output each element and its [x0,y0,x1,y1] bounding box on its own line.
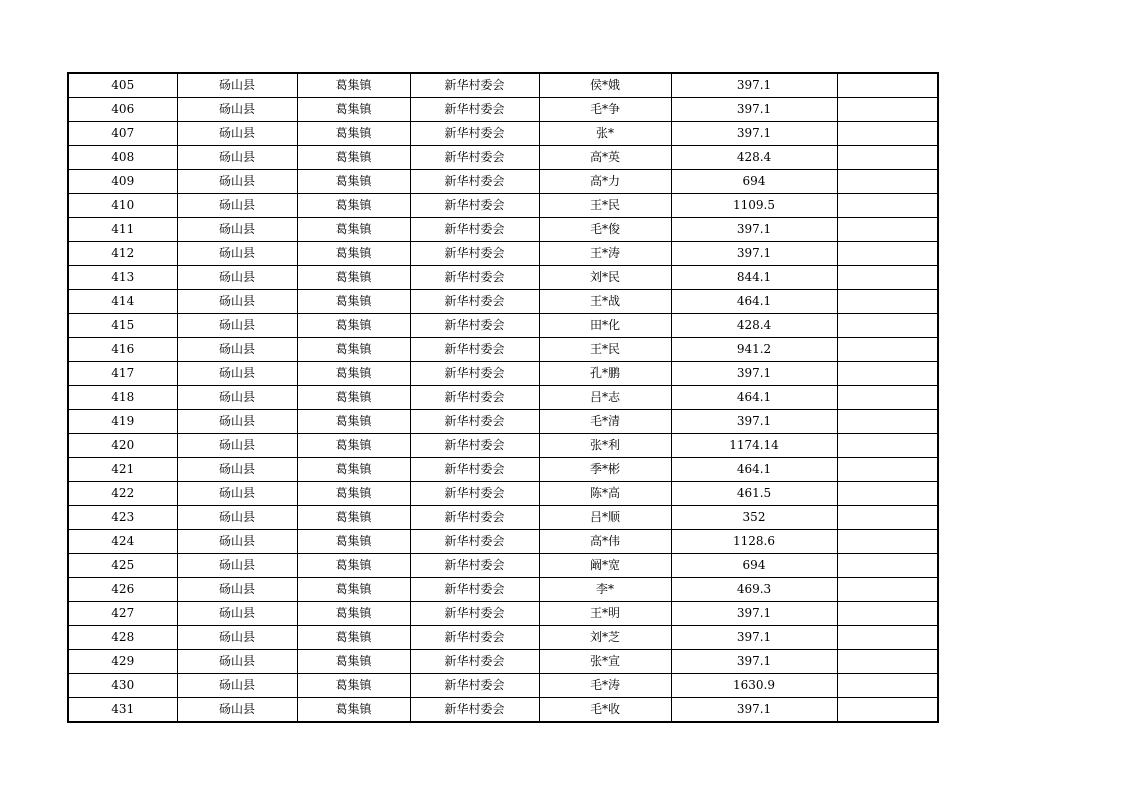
row-number-cell: 410 [68,194,177,218]
town-cell: 葛集镇 [297,506,410,530]
amount-cell: 397.1 [671,650,837,674]
county-cell: 砀山县 [177,506,297,530]
row-number-cell: 431 [68,698,177,723]
village-committee-cell: 新华村委会 [410,530,539,554]
name-cell: 高*伟 [539,530,671,554]
county-cell: 砀山县 [177,386,297,410]
amount-cell: 844.1 [671,266,837,290]
row-number-cell: 408 [68,146,177,170]
row-number-cell: 405 [68,73,177,98]
remark-cell [837,650,938,674]
village-committee-cell: 新华村委会 [410,674,539,698]
remark-cell [837,482,938,506]
table-row [68,218,938,242]
remark-cell [837,194,938,218]
remark-cell [837,434,938,458]
county-cell: 砀山县 [177,410,297,434]
amount-cell: 397.1 [671,602,837,626]
county-cell: 砀山县 [177,554,297,578]
table-row [68,122,938,146]
county-cell: 砀山县 [177,194,297,218]
town-cell: 葛集镇 [297,218,410,242]
county-cell: 砀山县 [177,242,297,266]
county-cell: 砀山县 [177,626,297,650]
remark-cell [837,458,938,482]
table-row [68,578,938,602]
county-cell: 砀山县 [177,218,297,242]
village-committee-cell: 新华村委会 [410,146,539,170]
town-cell: 葛集镇 [297,530,410,554]
town-cell: 葛集镇 [297,434,410,458]
remark-cell [837,266,938,290]
remark-cell [837,386,938,410]
row-number-cell: 426 [68,578,177,602]
county-cell: 砀山县 [177,674,297,698]
row-number-cell: 423 [68,506,177,530]
name-cell: 张*宣 [539,650,671,674]
county-cell: 砀山县 [177,314,297,338]
village-committee-cell: 新华村委会 [410,578,539,602]
table-row [68,602,938,626]
town-cell: 葛集镇 [297,98,410,122]
table-row [68,626,938,650]
amount-cell: 397.1 [671,218,837,242]
table-body [68,73,938,722]
village-committee-cell: 新华村委会 [410,242,539,266]
remark-cell [837,242,938,266]
amount-cell: 397.1 [671,410,837,434]
row-number-cell: 412 [68,242,177,266]
remark-cell [837,146,938,170]
remark-cell [837,170,938,194]
county-cell: 砀山县 [177,458,297,482]
remark-cell [837,506,938,530]
village-committee-cell: 新华村委会 [410,218,539,242]
town-cell: 葛集镇 [297,650,410,674]
amount-cell: 464.1 [671,290,837,314]
amount-cell: 469.3 [671,578,837,602]
town-cell: 葛集镇 [297,482,410,506]
amount-cell: 941.2 [671,338,837,362]
row-number-cell: 430 [68,674,177,698]
amount-cell: 428.4 [671,146,837,170]
row-number-cell: 422 [68,482,177,506]
amount-cell: 1630.9 [671,674,837,698]
remark-cell [837,362,938,386]
remark-cell [837,674,938,698]
county-cell: 砀山县 [177,98,297,122]
county-cell: 砀山县 [177,578,297,602]
town-cell: 葛集镇 [297,410,410,434]
town-cell: 葛集镇 [297,122,410,146]
table-row [68,506,938,530]
amount-cell: 397.1 [671,362,837,386]
remark-cell [837,530,938,554]
village-committee-cell: 新华村委会 [410,73,539,98]
amount-cell: 464.1 [671,458,837,482]
row-number-cell: 409 [68,170,177,194]
village-committee-cell: 新华村委会 [410,410,539,434]
table-row [68,98,938,122]
table-row [68,698,938,723]
remark-cell [837,626,938,650]
amount-cell: 428.4 [671,314,837,338]
village-committee-cell: 新华村委会 [410,362,539,386]
row-number-cell: 424 [68,530,177,554]
table-row [68,194,938,218]
remark-cell [837,554,938,578]
name-cell: 毛*收 [539,698,671,723]
village-committee-cell: 新华村委会 [410,458,539,482]
table-row [68,554,938,578]
row-number-cell: 417 [68,362,177,386]
town-cell: 葛集镇 [297,266,410,290]
county-cell: 砀山县 [177,146,297,170]
amount-cell: 1174.14 [671,434,837,458]
name-cell: 毛*清 [539,410,671,434]
name-cell: 王*战 [539,290,671,314]
remark-cell [837,338,938,362]
town-cell: 葛集镇 [297,554,410,578]
village-committee-cell: 新华村委会 [410,290,539,314]
name-cell: 刘*芝 [539,626,671,650]
village-committee-cell: 新华村委会 [410,194,539,218]
town-cell: 葛集镇 [297,146,410,170]
name-cell: 毛*争 [539,98,671,122]
row-number-cell: 406 [68,98,177,122]
amount-cell: 397.1 [671,242,837,266]
row-number-cell: 415 [68,314,177,338]
town-cell: 葛集镇 [297,314,410,338]
town-cell: 葛集镇 [297,602,410,626]
amount-cell: 397.1 [671,122,837,146]
data-table [67,72,939,723]
remark-cell [837,218,938,242]
village-committee-cell: 新华村委会 [410,650,539,674]
name-cell: 阚*宽 [539,554,671,578]
town-cell: 葛集镇 [297,338,410,362]
county-cell: 砀山县 [177,434,297,458]
remark-cell [837,410,938,434]
village-committee-cell: 新华村委会 [410,554,539,578]
name-cell: 王*民 [539,194,671,218]
town-cell: 葛集镇 [297,458,410,482]
county-cell: 砀山县 [177,290,297,314]
name-cell: 陈*高 [539,482,671,506]
name-cell: 孔*鹏 [539,362,671,386]
name-cell: 刘*民 [539,266,671,290]
amount-cell: 694 [671,554,837,578]
amount-cell: 464.1 [671,386,837,410]
name-cell: 高*力 [539,170,671,194]
row-number-cell: 411 [68,218,177,242]
remark-cell [837,122,938,146]
amount-cell: 461.5 [671,482,837,506]
table-row [68,530,938,554]
table-row [68,410,938,434]
row-number-cell: 420 [68,434,177,458]
village-committee-cell: 新华村委会 [410,338,539,362]
table-row [68,650,938,674]
name-cell: 毛*涛 [539,674,671,698]
name-cell: 王*明 [539,602,671,626]
table-row [68,458,938,482]
village-committee-cell: 新华村委会 [410,98,539,122]
county-cell: 砀山县 [177,362,297,386]
town-cell: 葛集镇 [297,170,410,194]
amount-cell: 694 [671,170,837,194]
town-cell: 葛集镇 [297,73,410,98]
remark-cell [837,73,938,98]
town-cell: 葛集镇 [297,698,410,723]
row-number-cell: 418 [68,386,177,410]
amount-cell: 397.1 [671,98,837,122]
county-cell: 砀山县 [177,650,297,674]
table-row [68,314,938,338]
village-committee-cell: 新华村委会 [410,314,539,338]
town-cell: 葛集镇 [297,290,410,314]
town-cell: 葛集镇 [297,362,410,386]
village-committee-cell: 新华村委会 [410,698,539,723]
town-cell: 葛集镇 [297,626,410,650]
remark-cell [837,314,938,338]
row-number-cell: 425 [68,554,177,578]
town-cell: 葛集镇 [297,386,410,410]
row-number-cell: 419 [68,410,177,434]
remark-cell [837,290,938,314]
name-cell: 张* [539,122,671,146]
village-committee-cell: 新华村委会 [410,434,539,458]
county-cell: 砀山县 [177,530,297,554]
name-cell: 毛*俊 [539,218,671,242]
remark-cell [837,98,938,122]
table-row [68,146,938,170]
name-cell: 吕*志 [539,386,671,410]
table-row [68,674,938,698]
table-row [68,73,938,98]
county-cell: 砀山县 [177,698,297,723]
county-cell: 砀山县 [177,602,297,626]
row-number-cell: 428 [68,626,177,650]
table-row [68,170,938,194]
table-row [68,362,938,386]
amount-cell: 397.1 [671,698,837,723]
county-cell: 砀山县 [177,73,297,98]
row-number-cell: 416 [68,338,177,362]
name-cell: 田*化 [539,314,671,338]
amount-cell: 1128.6 [671,530,837,554]
remark-cell [837,698,938,723]
amount-cell: 397.1 [671,73,837,98]
town-cell: 葛集镇 [297,242,410,266]
name-cell: 高*英 [539,146,671,170]
name-cell: 张*利 [539,434,671,458]
village-committee-cell: 新华村委会 [410,386,539,410]
row-number-cell: 413 [68,266,177,290]
row-number-cell: 421 [68,458,177,482]
village-committee-cell: 新华村委会 [410,506,539,530]
amount-cell: 352 [671,506,837,530]
name-cell: 吕*顺 [539,506,671,530]
remark-cell [837,578,938,602]
table-row [68,290,938,314]
village-committee-cell: 新华村委会 [410,626,539,650]
amount-cell: 397.1 [671,626,837,650]
village-committee-cell: 新华村委会 [410,482,539,506]
name-cell: 侯*娥 [539,73,671,98]
town-cell: 葛集镇 [297,674,410,698]
town-cell: 葛集镇 [297,194,410,218]
name-cell: 季*彬 [539,458,671,482]
county-cell: 砀山县 [177,266,297,290]
name-cell: 李* [539,578,671,602]
table-row [68,434,938,458]
county-cell: 砀山县 [177,482,297,506]
table-row [68,482,938,506]
county-cell: 砀山县 [177,170,297,194]
village-committee-cell: 新华村委会 [410,602,539,626]
name-cell: 王*民 [539,338,671,362]
table-row [68,242,938,266]
table-row [68,266,938,290]
row-number-cell: 429 [68,650,177,674]
town-cell: 葛集镇 [297,578,410,602]
remark-cell [837,602,938,626]
village-committee-cell: 新华村委会 [410,266,539,290]
name-cell: 王*涛 [539,242,671,266]
amount-cell: 1109.5 [671,194,837,218]
village-committee-cell: 新华村委会 [410,170,539,194]
row-number-cell: 427 [68,602,177,626]
county-cell: 砀山县 [177,122,297,146]
table-row [68,338,938,362]
county-cell: 砀山县 [177,338,297,362]
table-row [68,386,938,410]
village-committee-cell: 新华村委会 [410,122,539,146]
row-number-cell: 414 [68,290,177,314]
row-number-cell: 407 [68,122,177,146]
